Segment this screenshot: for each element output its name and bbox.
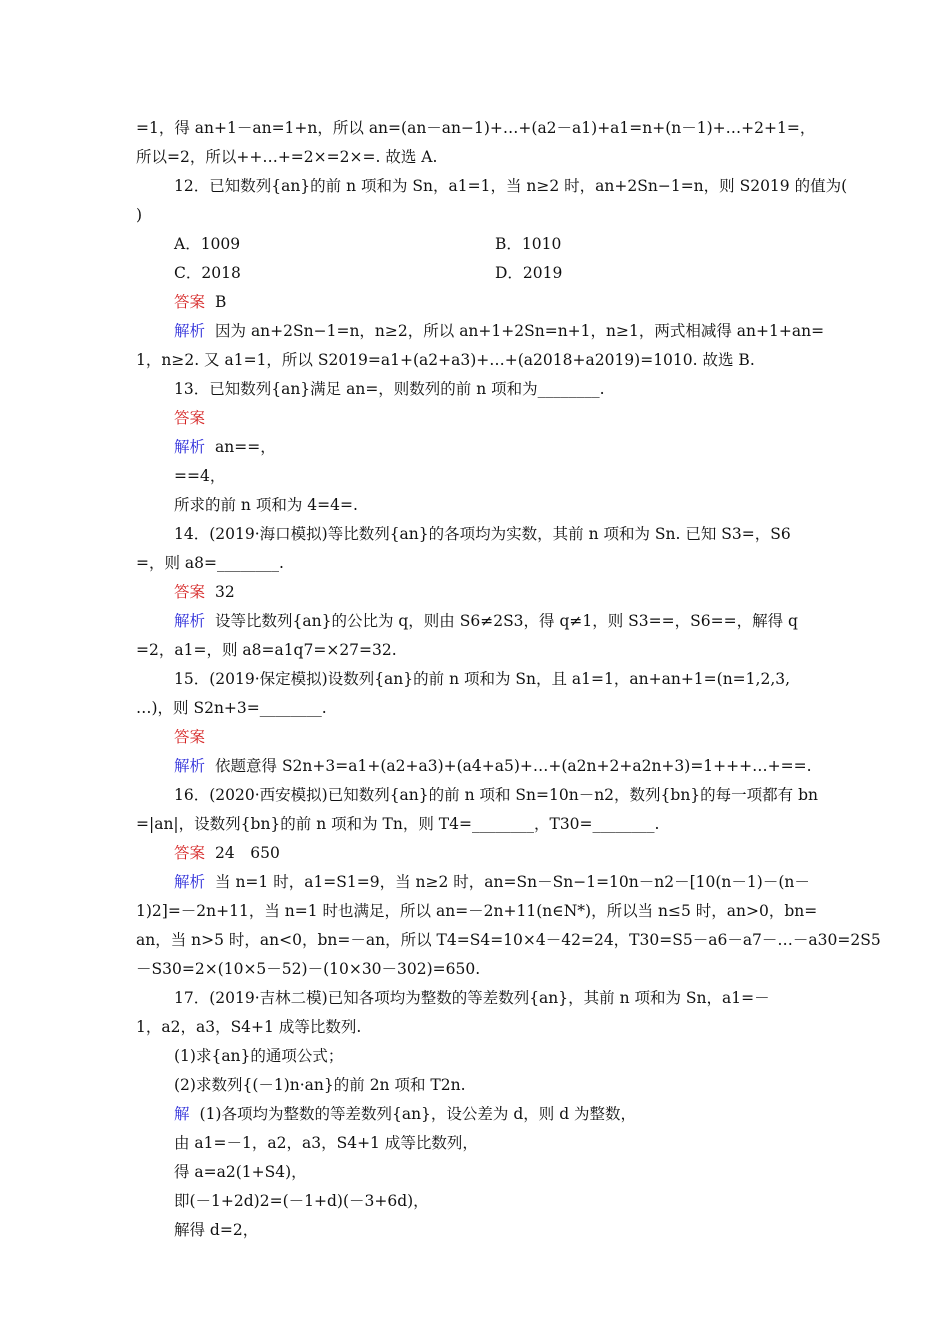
answer-line bbox=[136, 288, 816, 317]
text-line: =1，得 an+1－an=1+n，所以 an=(an－an−1)+…+(a2－a1)+a1=n+(n－1)+…+2+1=， bbox=[136, 119, 816, 137]
analysis-text: 1)2]=－2n+11，当 n=1 时也满足，所以 an=－2n+11(n∈N*)，所以当 n≤5 时，an>0，bn= bbox=[136, 902, 818, 920]
analysis-line bbox=[136, 868, 816, 897]
text-line: ) bbox=[136, 206, 143, 224]
analysis-text: －S30=2×(10×5－52)－(10×30－302)=650. bbox=[136, 960, 481, 978]
analysis-label: 解析 bbox=[174, 873, 206, 891]
question-17-part-1: (1)求{an}的通项公式； bbox=[174, 1047, 344, 1065]
option-c: C．2018 bbox=[174, 264, 241, 282]
solution-text: (1)各项均为整数的等差数列{an}，设公差为 d，则 d 为整数， bbox=[199, 1105, 637, 1123]
analysis-text: an==， bbox=[215, 438, 276, 456]
analysis-text: 依题意得 S2n+3=a1+(a2+a3)+(a4+a5)+…+(a2n+2+a2n+3)=1+++…+==. bbox=[215, 757, 812, 775]
analysis-line bbox=[136, 752, 816, 781]
analysis-label: 解析 bbox=[174, 322, 206, 340]
question-17-part-2: (2)求数列{(－1)n·an}的前 2n 项和 T2n. bbox=[174, 1076, 466, 1094]
option-a: A．1009 bbox=[174, 235, 241, 253]
analysis-label: 解析 bbox=[174, 612, 206, 630]
question-12-options-row bbox=[136, 259, 816, 288]
answer-value: 32 bbox=[215, 583, 235, 601]
option-b: B．1010 bbox=[495, 235, 562, 253]
answer-line bbox=[136, 404, 816, 433]
analysis-line bbox=[136, 433, 816, 462]
option-d: D．2019 bbox=[495, 264, 563, 282]
document-page bbox=[136, 114, 881, 1245]
analysis-text: ==4， bbox=[174, 467, 226, 485]
analysis-text: 因为 an+2Sn−1=n，n≥2，所以 an+1+2Sn=n+1，n≥1，两式相减得 an+1+an= bbox=[215, 322, 825, 340]
answer-label: 答案 bbox=[174, 293, 206, 311]
question-14-stem-cont: =，则 a8=________. bbox=[136, 554, 284, 572]
answer-line bbox=[136, 723, 816, 752]
solution-text: 由 a1=－1，a2，a3，S4+1 成等比数列， bbox=[174, 1134, 478, 1152]
analysis-text: 设等比数列{an}的公比为 q，则由 S6≠2S3，得 q≠1，则 S3==，S6==，解得 q bbox=[215, 612, 798, 630]
question-12-options-row bbox=[136, 230, 816, 259]
solution-text: 即(－1+2d)2=(－1+d)(－3+6d)， bbox=[174, 1192, 429, 1210]
answer-line bbox=[136, 839, 816, 868]
answer-label: 答案 bbox=[174, 583, 206, 601]
answer-line bbox=[136, 578, 816, 607]
analysis-line bbox=[136, 607, 816, 636]
solution-label: 解 bbox=[174, 1105, 190, 1123]
question-12-stem: 12．已知数列{an}的前 n 项和为 Sn，a1=1，当 n≥2 时，an+2Sn−1=n，则 S2019 的值为( bbox=[174, 177, 848, 195]
solution-line bbox=[136, 1100, 816, 1129]
analysis-text: 1，n≥2. 又 a1=1，所以 S2019=a1+(a2+a3)+…+(a2018+a2019)=1010. 故选 B. bbox=[136, 351, 755, 369]
question-15-stem-cont: …)，则 S2n+3=________. bbox=[136, 699, 327, 717]
solution-text: 得 a=a2(1+S4)， bbox=[174, 1163, 307, 1181]
analysis-text: =2，a1=，则 a8=a1q7=×27=32. bbox=[136, 641, 397, 659]
answer-label: 答案 bbox=[174, 844, 206, 862]
solution-text: 解得 d=2， bbox=[174, 1221, 259, 1239]
question-17-stem: 17．(2019·吉林二模)已知各项均为整数的等差数列{an}，其前 n 项和为 Sn，a1=－ bbox=[174, 989, 770, 1007]
analysis-text: 当 n=1 时，a1=S1=9，当 n≥2 时，an=Sn－Sn−1=10n－n2－[10(n－1)－(n－ bbox=[215, 873, 810, 891]
question-13-stem: 13．已知数列{an}满足 an=，则数列的前 n 项和为________. bbox=[174, 380, 605, 398]
answer-value: B bbox=[215, 293, 227, 311]
text-line: 所以=2，所以++…+=2×=2×=. 故选 A. bbox=[136, 148, 438, 166]
answer-label: 答案 bbox=[174, 728, 206, 746]
analysis-text: 所求的前 n 项和为 4=4=. bbox=[174, 496, 358, 514]
answer-label: 答案 bbox=[174, 409, 206, 427]
question-17-stem-cont: 1，a2，a3，S4+1 成等比数列. bbox=[136, 1018, 362, 1036]
answer-value: 24 650 bbox=[215, 844, 280, 862]
analysis-label: 解析 bbox=[174, 757, 206, 775]
analysis-label: 解析 bbox=[174, 438, 206, 456]
question-15-stem: 15．(2019·保定模拟)设数列{an}的前 n 项和为 Sn，且 a1=1，an+an+1=(n=1,2,3, bbox=[174, 670, 791, 688]
question-16-stem-cont: =|an|，设数列{bn}的前 n 项和为 Tn，则 T4=________，T30=________. bbox=[136, 815, 660, 833]
analysis-text: an，当 n>5 时，an<0，bn=－an，所以 T4=S4=10×4－42=24，T30=S5－a6－a7－…－a30=2S5 bbox=[136, 931, 881, 949]
question-14-stem: 14．(2019·海口模拟)等比数列{an}的各项均为实数，其前 n 项和为 Sn. 已知 S3=，S6 bbox=[174, 525, 791, 543]
analysis-line bbox=[136, 317, 825, 346]
question-16-stem: 16．(2020·西安模拟)已知数列{an}的前 n 项和 Sn=10n－n2，数列{bn}的每一项都有 bn bbox=[174, 786, 819, 804]
